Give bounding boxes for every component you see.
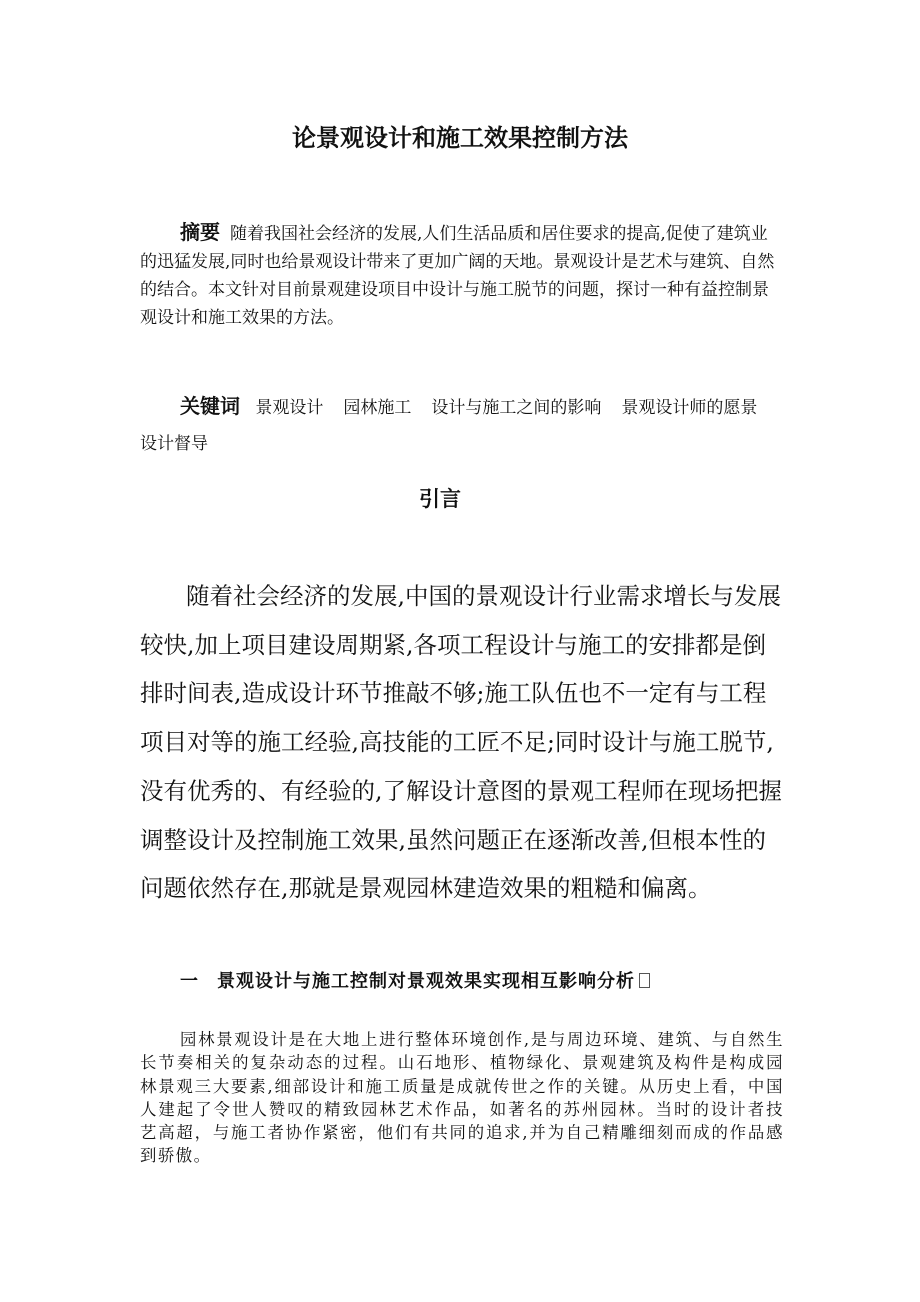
keywords-paragraph xyxy=(140,388,790,462)
keyword-item: 景观设计师的愿景 xyxy=(621,398,758,418)
abstract-label: 摘要 xyxy=(180,220,220,244)
keyword-item: 园林施工 xyxy=(343,398,412,418)
section-1-title: 景观设计与施工控制对景观效果实现相互影响分析 xyxy=(217,971,635,992)
keyword-item: 设计督导 xyxy=(140,434,208,454)
keyword-item: 景观设计 xyxy=(255,398,324,418)
section-1-heading xyxy=(180,968,780,996)
document-title: 论景观设计和施工效果控制方法 xyxy=(292,124,628,152)
intro-paragraph: 随着社会经济的发展,中国的景观设计行业需求增长与发展较快,加上项目建设周期紧,各项工程设计与施工的安排都是倒排时间表,造成设计环节推敲不够;施工队伍也不一定有与工程项目对等的施工经验,高技能的工匠不足;同时设计与施工脱节,没有优秀的、有经验的,了解设计意图的景观工程师在现场把握调整设计及控制施工效果,虽然问题正在逐渐改善,但根本性的问题依然存在,那就是景观园林建造效果的粗糙和偏离。 xyxy=(140,582,782,903)
placeholder-box-icon xyxy=(639,973,650,988)
abstract-paragraph xyxy=(140,218,784,332)
keywords-label: 关键词 xyxy=(180,394,240,418)
section-1-paragraph: 园林景观设计是在大地上进行整体环境创作,是与周边环境、建筑、与自然生长节奏相关的复杂动态的过程。山石地形、植物绿化、景观建筑及构件是构成园林景观三大要素,细部设计和施工质量是成就传世之作的关键。从历史上看，中国人建起了令世人赞叹的精致园林艺术作品，如著名的苏州园林。当时的设计者技艺高超，与施工者协作紧密，他们有共同的追求,并为自己精雕细刻而成的作品感到骄傲。 xyxy=(140,1030,784,1166)
intro-heading: 引言 xyxy=(419,487,461,511)
abstract-text: 随着我国社会经济的发展,人们生活品质和居住要求的提高,促使了建筑业的迅猛发展,同时也给景观设计带来了更加广阔的天地。景观设计是艺术与建筑、自然的结合。本文针对目前景观建设项目中设计与施工脱节的问题，探讨一种有益控制景观设计和施工效果的方法。 xyxy=(140,224,775,328)
keyword-item: 设计与施工之间的影响 xyxy=(431,398,602,418)
section-1-number: 一 xyxy=(180,971,199,992)
